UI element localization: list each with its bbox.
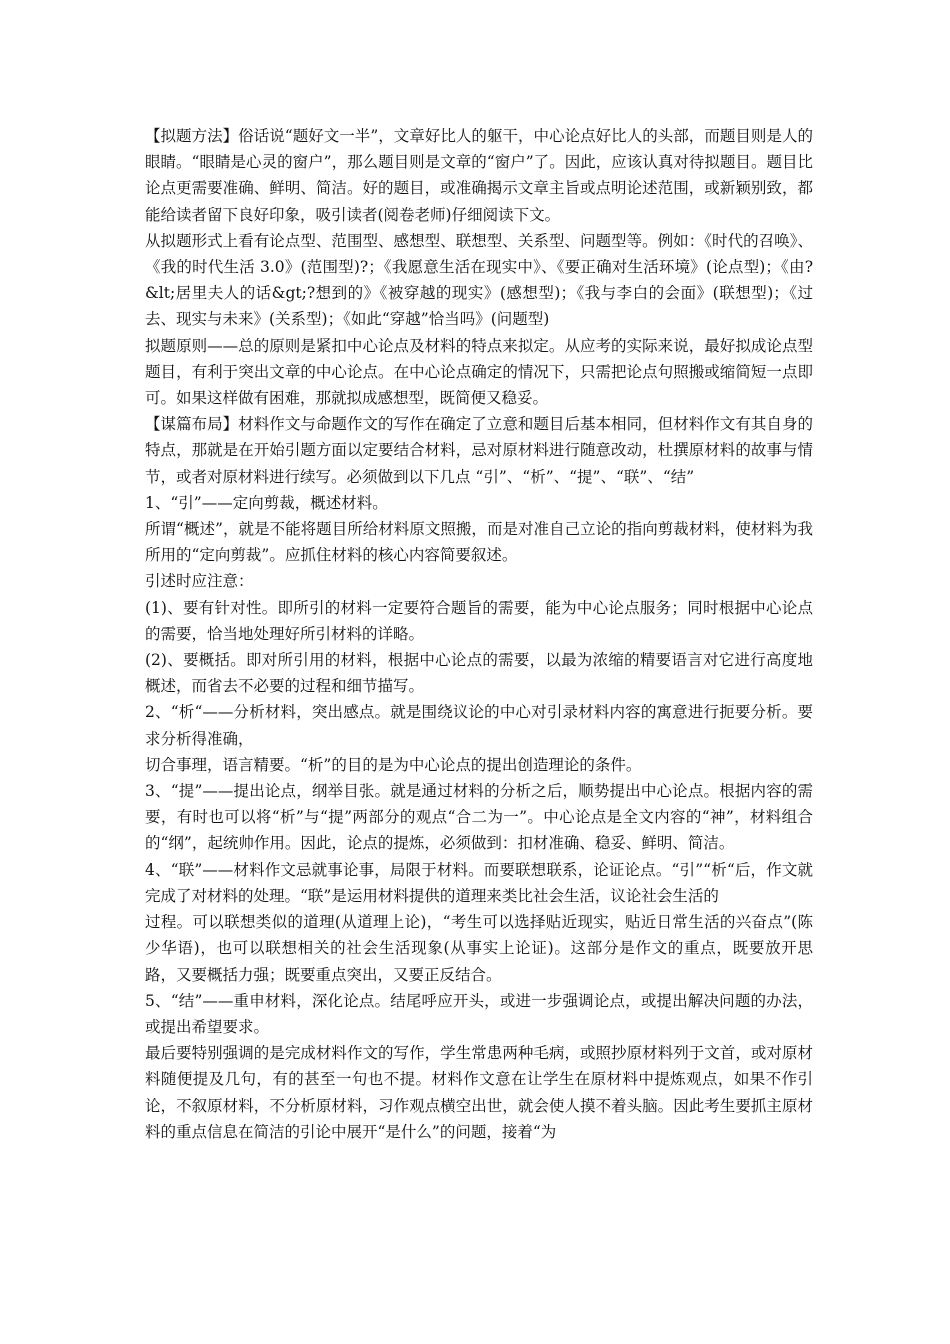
paragraph-step-3: 3、“提”——提出论点，纲举目张。就是通过材料的分析之后，顺势提出中心论点。根据内容的需要，有时也可以将“析”与“提”两部分的观点“合二为一”。中心论点是全文内容的“神”，材料组合的“纲”，起统帅作用。因此，论点的提炼，必须做到：扣材准确、稳妥、鲜明、简洁。 <box>145 782 813 853</box>
paragraph-note-2: (2)、要概括。即对所引用的材料，根据中心论点的需要，以最为浓缩的精要语言对它进行高度地概述，而省去不必要的过程和细节描写。 <box>145 651 813 696</box>
paragraph-step-4: 4、“联”——材料作文忌就事论事，局限于材料。而要联想联系，论证论点。“引”“析“后，作文就完成了对材料的处理。“联”是运用材料提供的道理来类比社会生活，议论社会生活的 <box>145 860 813 905</box>
paragraph-summary-definition: 所谓“概述”，就是不能将题目所给材料原文照搬，而是对准自己立论的指向剪裁材料，使材料为我所用的“定向剪裁”。应抓住材料的核心内容简要叙述。 <box>145 520 813 565</box>
paragraph-step-2: 2、“析“——分析材料，突出感点。就是围绕议论的中心对引录材料内容的寓意进行扼要分析。要求分析得准确， <box>145 703 813 748</box>
paragraph-notes-heading: 引述时应注意： <box>145 572 254 591</box>
paragraph-title-method: 【拟题方法】俗话说“题好文一半”，文章好比人的躯干，中心论点好比人的头部，而题目则是人的眼睛。“眼睛是心灵的窗户”，那么题目则是文章的“窗户”了。因此，应该认真对待拟题目。题目比论点更需要准确、鲜明、简洁。好的题目，或准确揭示文章主旨或点明论述范围，或新颖别致，都能给读者留下良好印象，吸引读者(阅卷老师)仔细阅读下文。 <box>145 127 813 224</box>
paragraph-step-2-continued: 切合事理，语言精要。“析”的目的是为中心论点的提出创造理论的条件。 <box>145 755 642 774</box>
paragraph-title-forms: 从拟题形式上看有论点型、范围型、感想型、联想型、关系型、问题型等。例如：《时代的召唤》、《我的时代生活 3.0》(范围型)?；《我愿意生活在现实中》、《要正确对生活环境》(论点型)；《由?&lt;居里夫人的话&gt;?想到的》《被穿越的现实》(感想型)；《我与李白的会面》(联想型)；《过去、现实与未来》(关系型)；《如此“穿越”恰当吗》(问题型) <box>145 231 813 329</box>
paragraph-title-principle: 拟题原则——总的原则是紧扣中心论点及材料的特点来拟定。从应考的实际来说，最好拟成论点型题目，有利于突出文章的中心论点。在中心论点确定的情况下，只需把论点句照搬或缩简短一点即可。如果这样做有困难，那就拟成感想型，既简便又稳妥。 <box>145 336 813 408</box>
paragraph-note-1: (1)、要有针对性。即所引的材料一定要符合题旨的需要，能为中心论点服务；同时根据中心论点的需要，恰当地处理好所引材料的详略。 <box>145 598 813 643</box>
paragraph-layout-intro: 【谋篇布局】材料作文与命题作文的写作在确定了立意和题目后基本相同，但材料作文有其自身的特点，那就是在开始引题方面以定要结合材料，忌对原材料进行随意改动，杜撰原材料的故事与情节，或者对原材料进行续写。必须做到以下几点 “引”、“析”、“提”、“联”、“结” <box>145 415 813 486</box>
paragraph-final-emphasis: 最后要特别强调的是完成材料作文的写作，学生常患两种毛病，或照抄原材料列于文首，或对原材料随便提及几句，有的甚至一句也不提。材料作文意在让学生在原材料中提炼观点，如果不作引论，不叙原材料，不分析原材料，习作观点横空出世，就会使人摸不着头脑。因此考生要抓主原材料的重点信息在简洁的引论中展开“是什么”的问题，接着“为 <box>145 1044 813 1141</box>
paragraph-step-5: 5、“结”——重申材料，深化论点。结尾呼应开头，或进一步强调论点，或提出解决问题的办法，或提出希望要求。 <box>145 991 813 1036</box>
paragraph-step-1: 1、“引”——定向剪裁，概述材料。 <box>145 493 388 512</box>
document-body <box>145 123 813 1145</box>
paragraph-step-4-continued: 过程。可以联想类似的道理(从道理上论)，“考生可以选择贴近现实，贴近日常生活的兴奋点”(陈少华语)，也可以联想相关的社会生活现象(从事实上论证)。这部分是作文的重点，既要放开思路，又要概括力强；既要重点突出，又要正反结合。 <box>145 913 813 984</box>
